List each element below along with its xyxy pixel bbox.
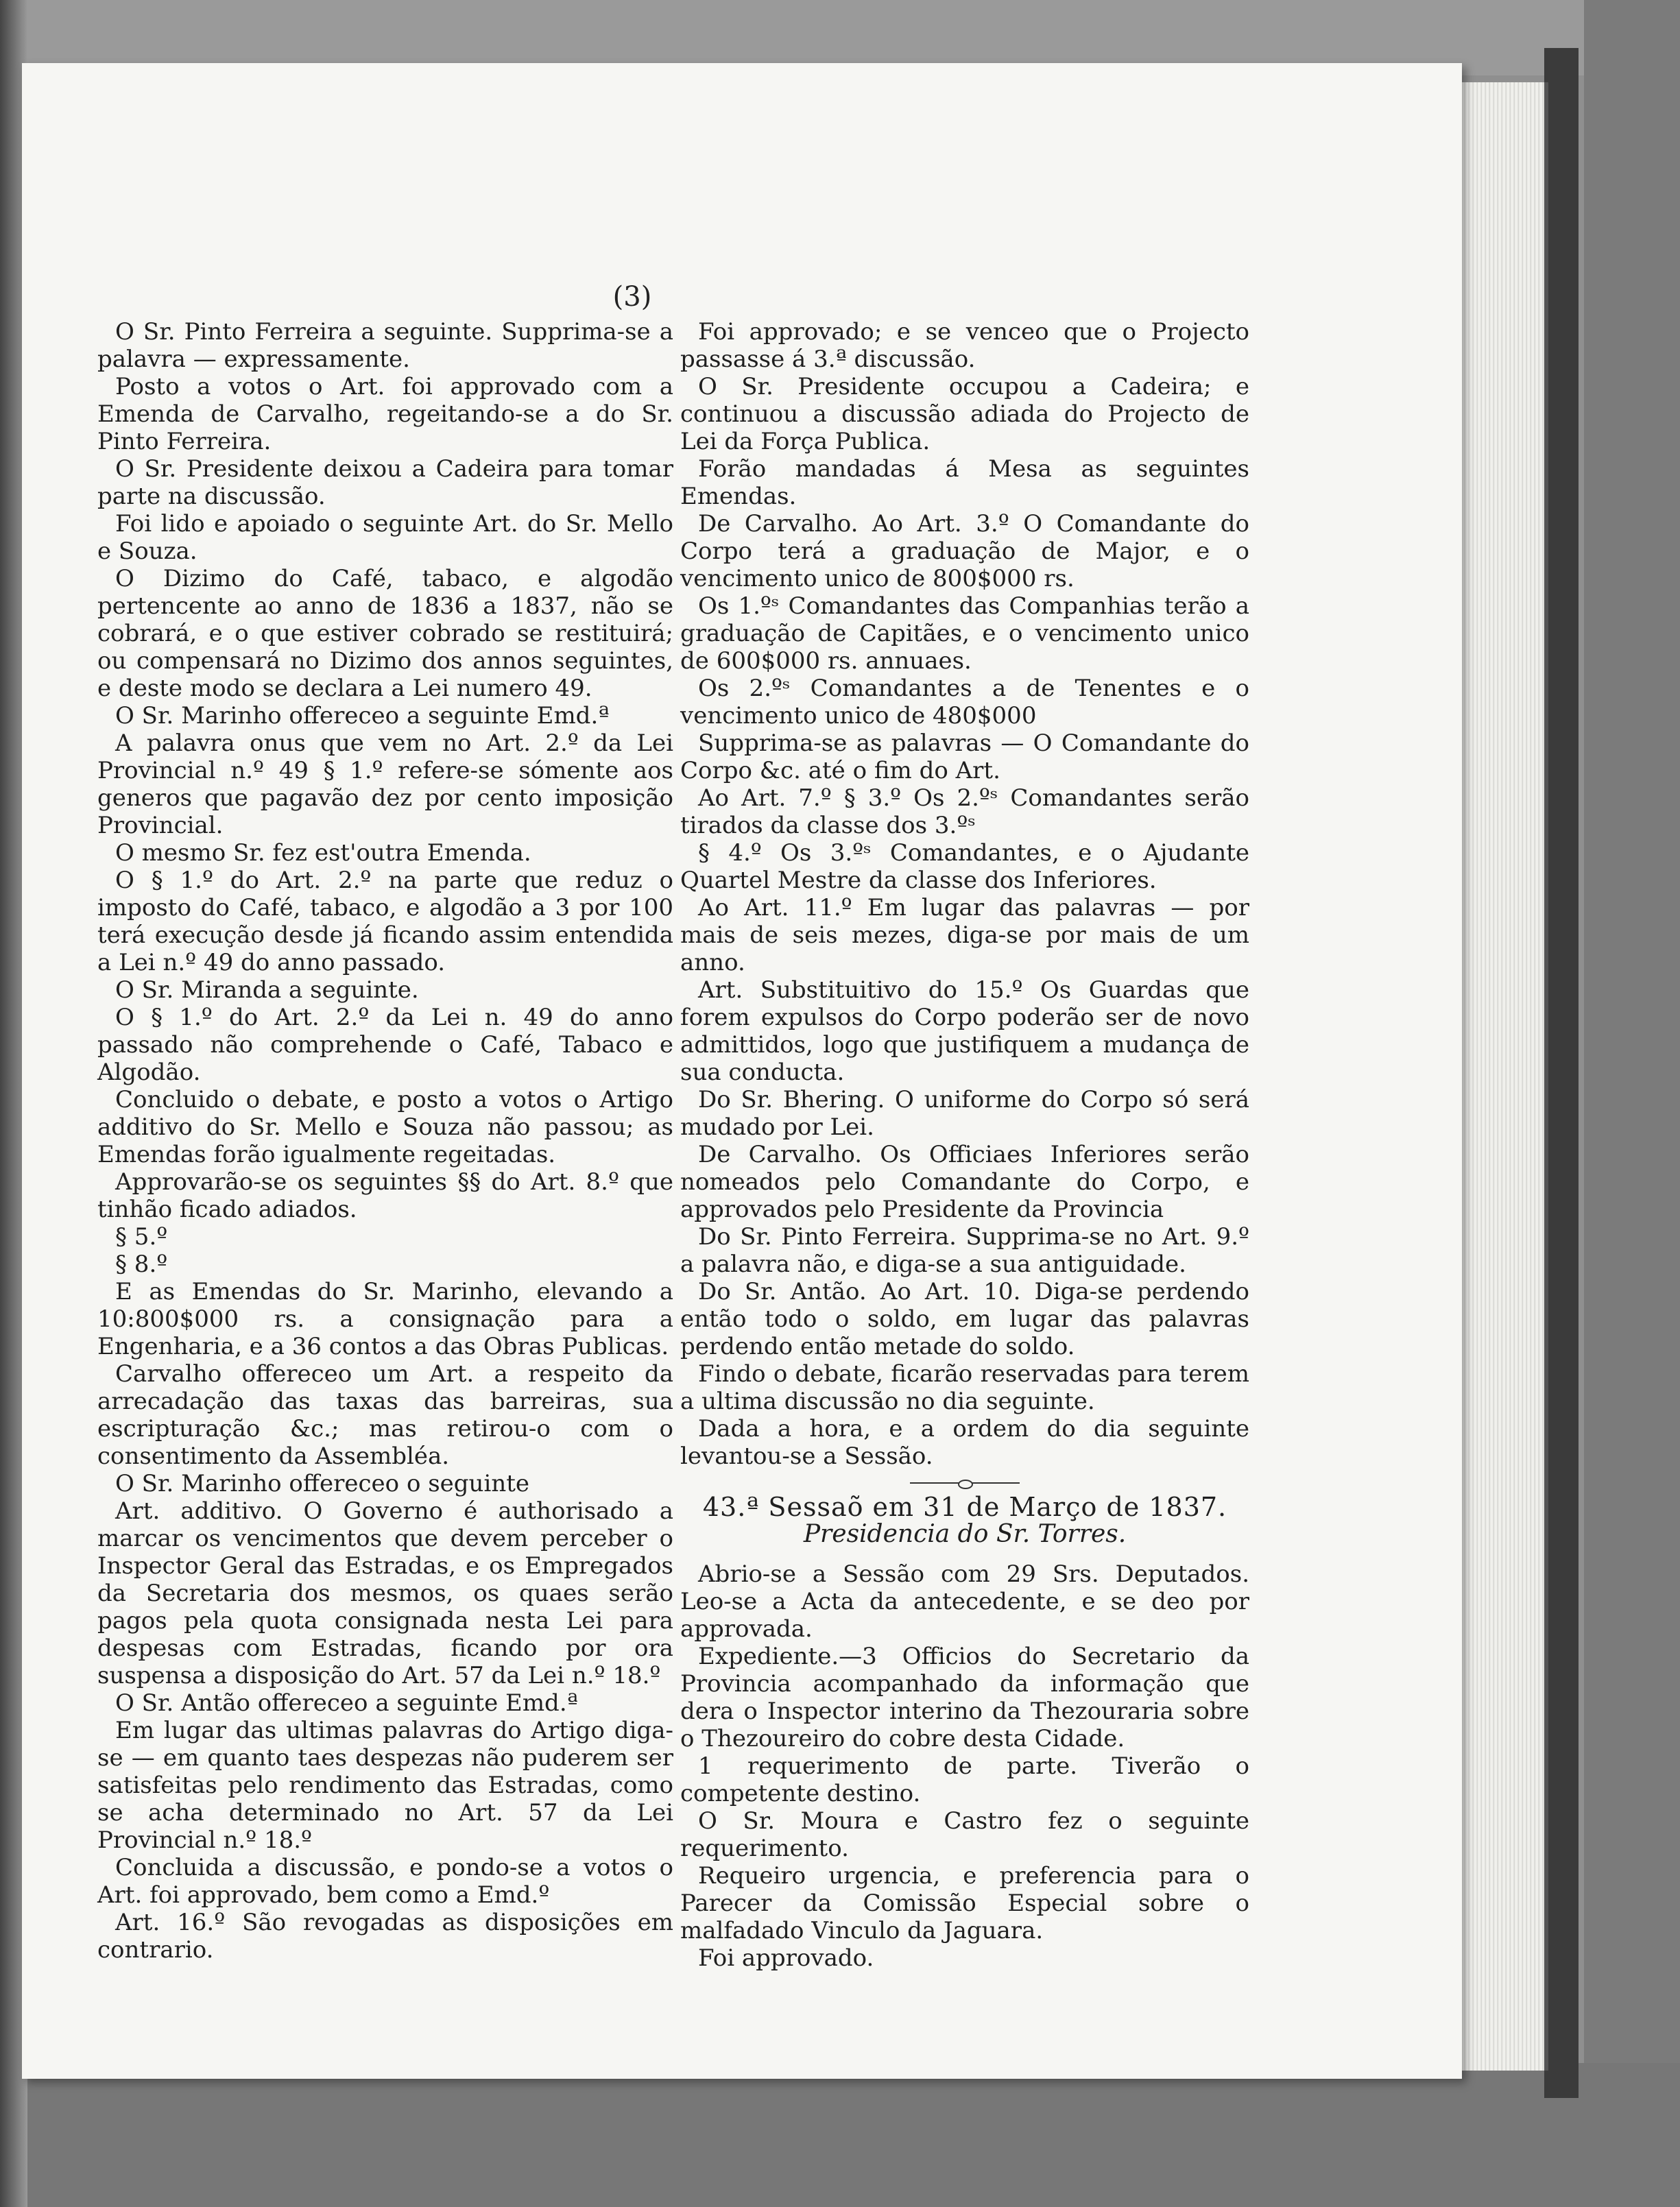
- paragraph: O Sr. Marinho offereceo a seguinte Emd.ª: [115, 702, 610, 729]
- section-divider: [910, 1482, 1020, 1484]
- paragraph: O Sr. Marinho offereceo o seguinte: [115, 1470, 530, 1497]
- paragraph: Os 2.ºˢ Comandantes a de Tenentes e o vencimento unico de 480$000: [680, 675, 1249, 729]
- paragraph: De Carvalho. Ao Art. 3.º O Comandante do Corpo terá a graduação de Major, e o vencimento unico de 800$000 rs.: [680, 510, 1249, 592]
- paragraph: O Sr. Presidente deixou a Cadeira para tomar parte na discussão.: [97, 455, 673, 510]
- page-edges: [1462, 82, 1548, 2071]
- paragraph: O Dizimo do Café, tabaco, e algodão pertencente ao anno de 1836 a 1837, não se cobrará, e o que estiver cobrado se restituirá; ou compensará no Dizimo dos annos seguintes, e deste modo se declara a Lei numero 49.: [97, 565, 673, 702]
- paragraph: Foi lido e apoiado o seguinte Art. do Sr. Mello e Souza.: [97, 510, 673, 565]
- paragraph: § 4.º Os 3.ºˢ Comandantes, e o Ajudante Quartel Mestre da classe dos Inferiores.: [680, 839, 1249, 894]
- paragraph: Dada a hora, e a ordem do dia seguinte levantou-se a Sessão.: [680, 1415, 1249, 1470]
- paragraph: De Carvalho. Os Officiaes Inferiores serão nomeados pelo Comandante do Corpo, e approvados pelo Presidente da Provincia: [680, 1141, 1249, 1223]
- paragraph: O Sr. Moura e Castro fez o seguinte requerimento.: [680, 1807, 1249, 1862]
- paragraph: Do Sr. Pinto Ferreira. Supprima-se no Art. 9.º a palavra não, e diga-se a sua antiguidade.: [680, 1223, 1249, 1278]
- paragraph: Concluido o debate, e posto a votos o Artigo additivo do Sr. Mello e Souza não passou; as Emendas forão igualmente regeitadas.: [97, 1086, 673, 1168]
- paragraph: O Sr. Miranda a seguinte.: [115, 976, 419, 1004]
- paragraph: O Sr. Antão offereceo a seguinte Emd.ª: [115, 1689, 578, 1717]
- paragraph: Approvarão-se os seguintes §§ do Art. 8.º que tinhão ficado adiados.: [97, 1168, 673, 1223]
- paragraph: Supprima-se as palavras — O Comandante do Corpo &c. até o fim do Art.: [680, 729, 1249, 784]
- paragraph: Findo o debate, ficarão reservadas para terem a ultima discussão no dia seguinte.: [680, 1360, 1249, 1415]
- paragraph: E as Emendas do Sr. Marinho, elevando a 10:800$000 rs. a consignação para a Engenharia, e a 36 contos a das Obras Publicas.: [97, 1278, 673, 1360]
- paragraph: Forão mandadas á Mesa as seguintes Emendas.: [680, 455, 1249, 510]
- book-page: [22, 63, 1462, 2079]
- paragraph: Art. 16.º São revogadas as disposições em contrario.: [97, 1909, 673, 1964]
- paragraph: Do Sr. Bhering. O uniforme do Corpo só será mudado por Lei.: [680, 1086, 1249, 1141]
- paragraph: Ao Art. 11.º Em lugar das palavras — por mais de seis mezes, diga-se por mais de um anno.: [680, 894, 1249, 976]
- paragraph: Em lugar das ultimas palavras do Artigo diga-se — em quanto taes despezas não puderem ser satisfeitas pelo rendimento das Estradas, como se acha determinado no Art. 57 da Lei Provincial n.º 18.º: [97, 1717, 673, 1854]
- paragraph: Foi approvado; e se venceo que o Projecto passasse á 3.ª discussão.: [680, 318, 1249, 373]
- paragraph: O Sr. Pinto Ferreira a seguinte. Supprima-se a palavra — expressamente.: [97, 318, 673, 373]
- paragraph: Concluida a discussão, e pondo-se a votos o Art. foi approvado, bem como a Emd.º: [97, 1854, 673, 1909]
- session-subtitle: Presidencia do Sr. Torres.: [803, 1520, 1127, 1548]
- scan-backdrop-bottom: [0, 2063, 1680, 2207]
- book-cover-board: [1544, 48, 1579, 2098]
- paragraph: Expediente.—3 Officios do Secretario da Provincia acompanhado da informação que dera o Inspector interino da Thezouraria sobre o Thezoureiro do cobre desta Cidade.: [680, 1643, 1249, 1752]
- paragraph: O § 1.º do Art. 2.º na parte que reduz o imposto do Café, tabaco, e algodão a 3 por 100 terá execução desde já ficando assim entendida a Lei n.º 49 do anno passado.: [97, 867, 673, 976]
- paragraph: Carvalho offereceo um Art. a respeito da arrecadação das taxas das barreiras, sua escripturação &c.; mas retirou-o com o consentimento da Assembléa.: [97, 1360, 673, 1470]
- paragraph: O Sr. Presidente occupou a Cadeira; e continuou a discussão adiada do Projecto de Lei da Força Publica.: [680, 373, 1249, 455]
- paragraph: Requeiro urgencia, e preferencia para o Parecer da Comissão Especial sobre o malfadado Vinculo da Jaguara.: [680, 1862, 1249, 1944]
- paragraph: § 8.º: [115, 1251, 168, 1278]
- session-title: 43.ª Sessaõ em 31 de Março de 1837.: [702, 1492, 1227, 1522]
- paragraph: O mesmo Sr. fez est'outra Emenda.: [115, 839, 531, 867]
- paragraph: Posto a votos o Art. foi approvado com a Emenda de Carvalho, regeitando-se a do Sr. Pinto Ferreira.: [97, 373, 673, 455]
- right-column: [680, 318, 1249, 1972]
- paragraph: 1 requerimento de parte. Tiverão o competente destino.: [680, 1752, 1249, 1807]
- paragraph: § 5.º: [115, 1223, 168, 1251]
- left-column: [97, 318, 673, 1964]
- paragraph: O § 1.º do Art. 2.º da Lei n. 49 do anno passado não comprehende o Café, Tabaco e Algodão.: [97, 1004, 673, 1086]
- paragraph: A palavra onus que vem no Art. 2.º da Lei Provincial n.º 49 § 1.º refere-se sómente aos generos que pagavão dez por cento imposição Provincial.: [97, 729, 673, 839]
- paragraph: Abrio-se a Sessão com 29 Srs. Deputados. Leo-se a Acta da antecedente, e se deo por approvada.: [680, 1560, 1249, 1643]
- paragraph: Art. Substituitivo do 15.º Os Guardas que forem expulsos do Corpo poderão ser de novo admittidos, logo que justifiquem a mudança de sua conducta.: [680, 976, 1249, 1086]
- paragraph: Ao Art. 7.º § 3.º Os 2.ºˢ Comandantes serão tirados da classe dos 3.ºˢ: [680, 784, 1249, 839]
- paragraph: Do Sr. Antão. Ao Art. 10. Diga-se perdendo então todo o soldo, em lugar das palavras perdendo então metade do soldo.: [680, 1278, 1249, 1360]
- scan-backdrop-right: [1584, 0, 1680, 2207]
- paragraph: Os 1.ºˢ Comandantes das Companhias terão a graduação de Capitães, e o vencimento unico de 600$000 rs. annuaes.: [680, 592, 1249, 675]
- paragraph: Foi approvado.: [698, 1944, 874, 1972]
- page-number: (3): [612, 281, 652, 313]
- paragraph: Art. additivo. O Governo é authorisado a marcar os vencimentos que devem perceber o Inspector Geral das Estradas, e os Empregados da Secretaria dos mesmos, os quaes serão pagos pela quota consignada nesta Lei para despesas com Estradas, ficando por ora suspensa a disposição do Art. 57 da Lei n.º 18.º: [97, 1497, 673, 1689]
